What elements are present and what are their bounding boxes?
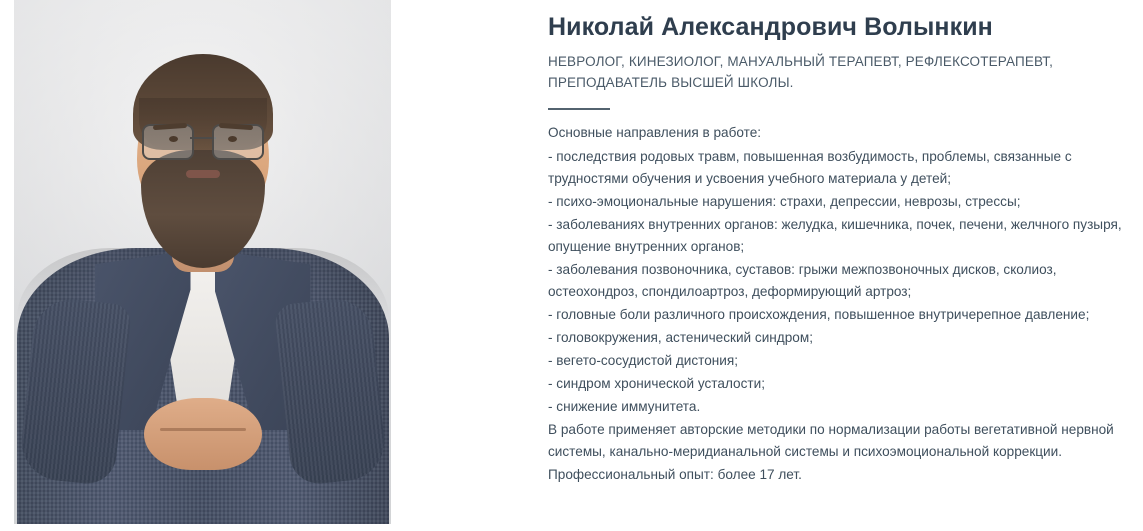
glasses-lens-right [212,124,264,160]
section-divider [548,108,610,110]
direction-item: - вегето-сосудистой дистония; [548,352,739,368]
direction-item: - головокружения, астенический синдром; [548,329,813,345]
direction-item: - заболеваниях внутренних органов: желудка, кишечника, почек, печени, желчного пузыря, опущение внутренних органов; [548,216,1122,254]
direction-item: - головные боли различного происхождения, повышенное внутричерепное давление; [548,306,1090,322]
direction-item: - психо-эмоциональные нарушения: страхи, депрессии, неврозы, стрессы; [548,193,1021,209]
clasped-hands [144,398,262,470]
glasses-lens-left [142,124,194,160]
direction-item: - последствия родовых травм, повышенная возбудимость, проблемы, связанные с трудностями обучения и усвоения учебного материала у детей; [548,148,1072,186]
jacket-sleeve-right [273,295,387,486]
direction-item: - снижение иммунитета. [548,398,701,414]
methods-paragraph: В работе применяет авторские методики по нормализации работы вегетативной нервной системы, канально-меридианальной системы и психоэмоциональной коррекции. [548,421,1114,459]
doctor-name: Николай Александрович Волынкин [548,13,993,41]
directions-intro: Основные направления в работе: [548,124,762,140]
direction-item: - синдром хронической усталости; [548,375,765,391]
doctor-portrait-photo [14,0,391,524]
jacket-sleeve-left [17,295,131,486]
eye-right [228,136,237,142]
doctor-specialties: НЕВРОЛОГ, КИНЕЗИОЛОГ, МАНУАЛЬНЫЙ ТЕРАПЕВТ, РЕФЛЕКСОТЕРАПЕВТ, ПРЕПОДАВАТЕЛЬ ВЫСШЕЙ ШКОЛЫ. [548,53,1054,90]
portrait-column [0,0,528,531]
portrait-figure [14,0,391,524]
profile-text-column [528,0,1143,487]
eye-left [169,136,178,142]
work-directions-block [548,122,1125,486]
direction-item: - заболевания позвоночника, суставов: грыжи межпозвоночных дисков, сколиоз, остеохондроз, спондилоартроз, деформирующий артроз; [548,261,1057,299]
mouth [186,170,220,178]
experience-paragraph: Профессиональный опыт: более 17 лет. [548,466,802,482]
